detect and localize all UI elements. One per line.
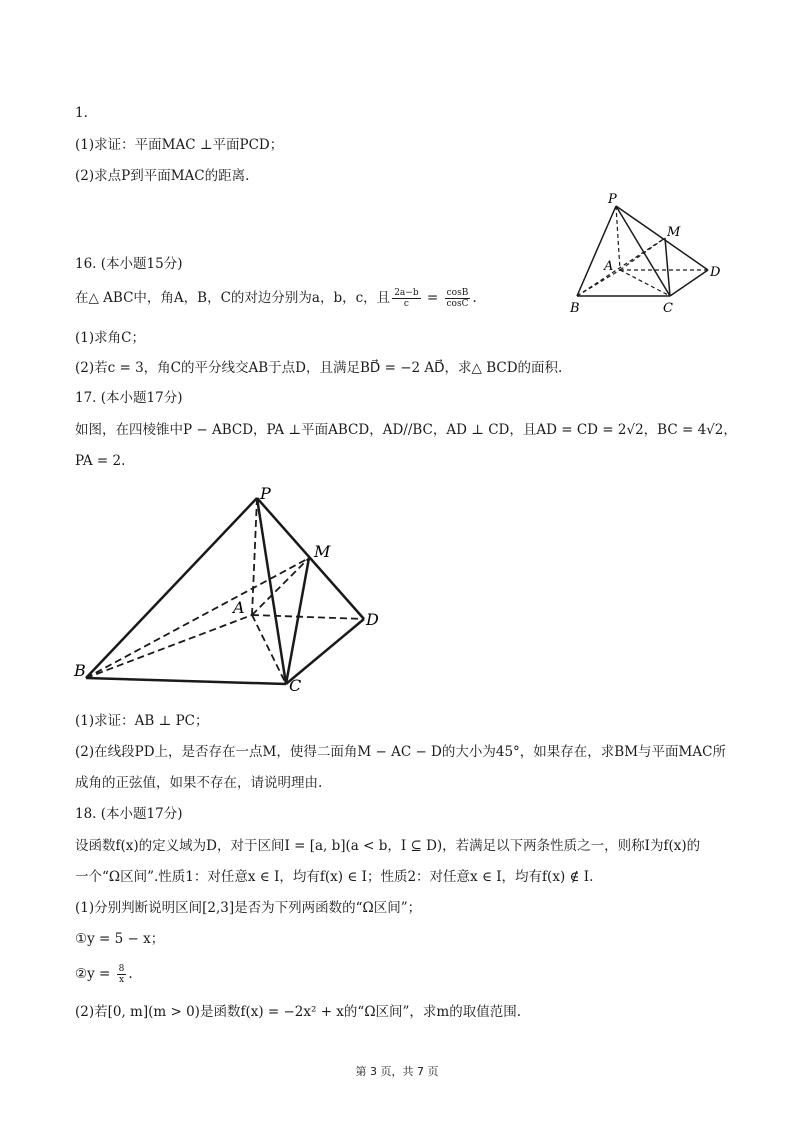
problem-18-function-1: ①y = 5 − x； bbox=[75, 931, 165, 947]
label-d: D bbox=[366, 610, 379, 629]
problem-16-part-2: (2)若c = 3，角C的平分线交AB于点D，且满足BD⃗ = −2 AD⃗，求△ BCD的面积. bbox=[75, 360, 563, 376]
problem-18-statement-line2: 一个“Ω区间”.性质1：对任意x ∈ I，均有f(x) ∈ I；性质2：对任意x ∈ I，均有f(x) ∉ I. bbox=[75, 869, 594, 885]
problem-17-part-2-line1: (2)在线段PD上，是否存在一点M，使得二面角M − AC − D的大小为45°，如果存在，求BM与平面MAC所 bbox=[75, 744, 726, 760]
problem-18-part-2: (2)若[0, m](m > 0)是函数f(x) = −2x² + x的“Ω区间”，求m的取值范围. bbox=[75, 1004, 522, 1020]
label-d: D bbox=[710, 265, 721, 280]
problem-18-header: 18. (本小题17分) bbox=[75, 806, 183, 822]
label-b: B bbox=[74, 661, 86, 680]
problem-16-header: 16. (本小题15分) bbox=[75, 256, 183, 272]
small-pyramid-figure bbox=[560, 188, 730, 318]
part-1-text: (1)求证：平面MAC ⊥平面PCD； bbox=[75, 137, 284, 153]
problem-17-part-1: (1)求证：AB ⊥ PC； bbox=[75, 713, 209, 729]
label-p: P bbox=[608, 192, 617, 207]
large-pyramid-figure bbox=[70, 485, 400, 695]
fraction-8-over-x: $\frac{8}{x}$ bbox=[118, 964, 125, 985]
problem-16-text: 在△ ABC中，角A，B，C的对边分别为a，b，c，且 bbox=[75, 290, 391, 306]
problem-18-statement-line1: 设函数f(x)的定义域为D，对于区间I = [a, b](a < b，I ⊆ D)，若满足以下两条性质之一，则称I为f(x)的 bbox=[75, 838, 701, 854]
fraction-2a-b-over-c: $\frac{2a-b}{c}$ bbox=[394, 288, 419, 309]
label-a: A bbox=[604, 259, 614, 274]
label-m: M bbox=[314, 542, 331, 561]
part-2-text: (2)求点P到平面MAC的距离. bbox=[75, 168, 250, 184]
problem-18-function-2: ②y = $\frac{8}{x}$ . bbox=[75, 964, 133, 985]
problem-17-header: 17. (本小题17分) bbox=[75, 390, 183, 406]
problem-fragment-number: 1. bbox=[75, 105, 88, 121]
problem-17-statement-line2: PA = 2. bbox=[75, 453, 126, 469]
label-c: C bbox=[289, 676, 302, 695]
fraction-cosb-over-cosc: $\frac{\cos B}{\cos C}$ bbox=[446, 288, 469, 309]
problem-16-part-1: (1)求角C； bbox=[75, 330, 145, 346]
label-p: P bbox=[260, 485, 271, 503]
page-footer: 第 3 页，共 7 页 bbox=[355, 1065, 439, 1078]
label-a: A bbox=[233, 598, 245, 617]
problem-16-statement: 在△ ABC中，角A，B，C的对边分别为a，b，c，且 $\frac{2a-b}{c}$ = $\frac{\cos B}{\cos C}$ . bbox=[75, 288, 477, 309]
label-m: M bbox=[667, 225, 681, 240]
label-b: B bbox=[570, 301, 580, 316]
problem-17-part-2-line2: 成角的正弦值，如果不存在，请说明理由. bbox=[75, 775, 323, 791]
problem-17-statement-line1: 如图，在四棱锥中P − ABCD，PA ⊥平面ABCD，AD//BC，AD ⊥ CD，且AD = CD = 2√2，BC = 4√2， bbox=[75, 422, 737, 438]
problem-18-part-1: (1)分别判断说明区间[2,3]是否为下列两函数的“Ω区间”； bbox=[75, 900, 422, 916]
label-c: C bbox=[663, 301, 673, 316]
